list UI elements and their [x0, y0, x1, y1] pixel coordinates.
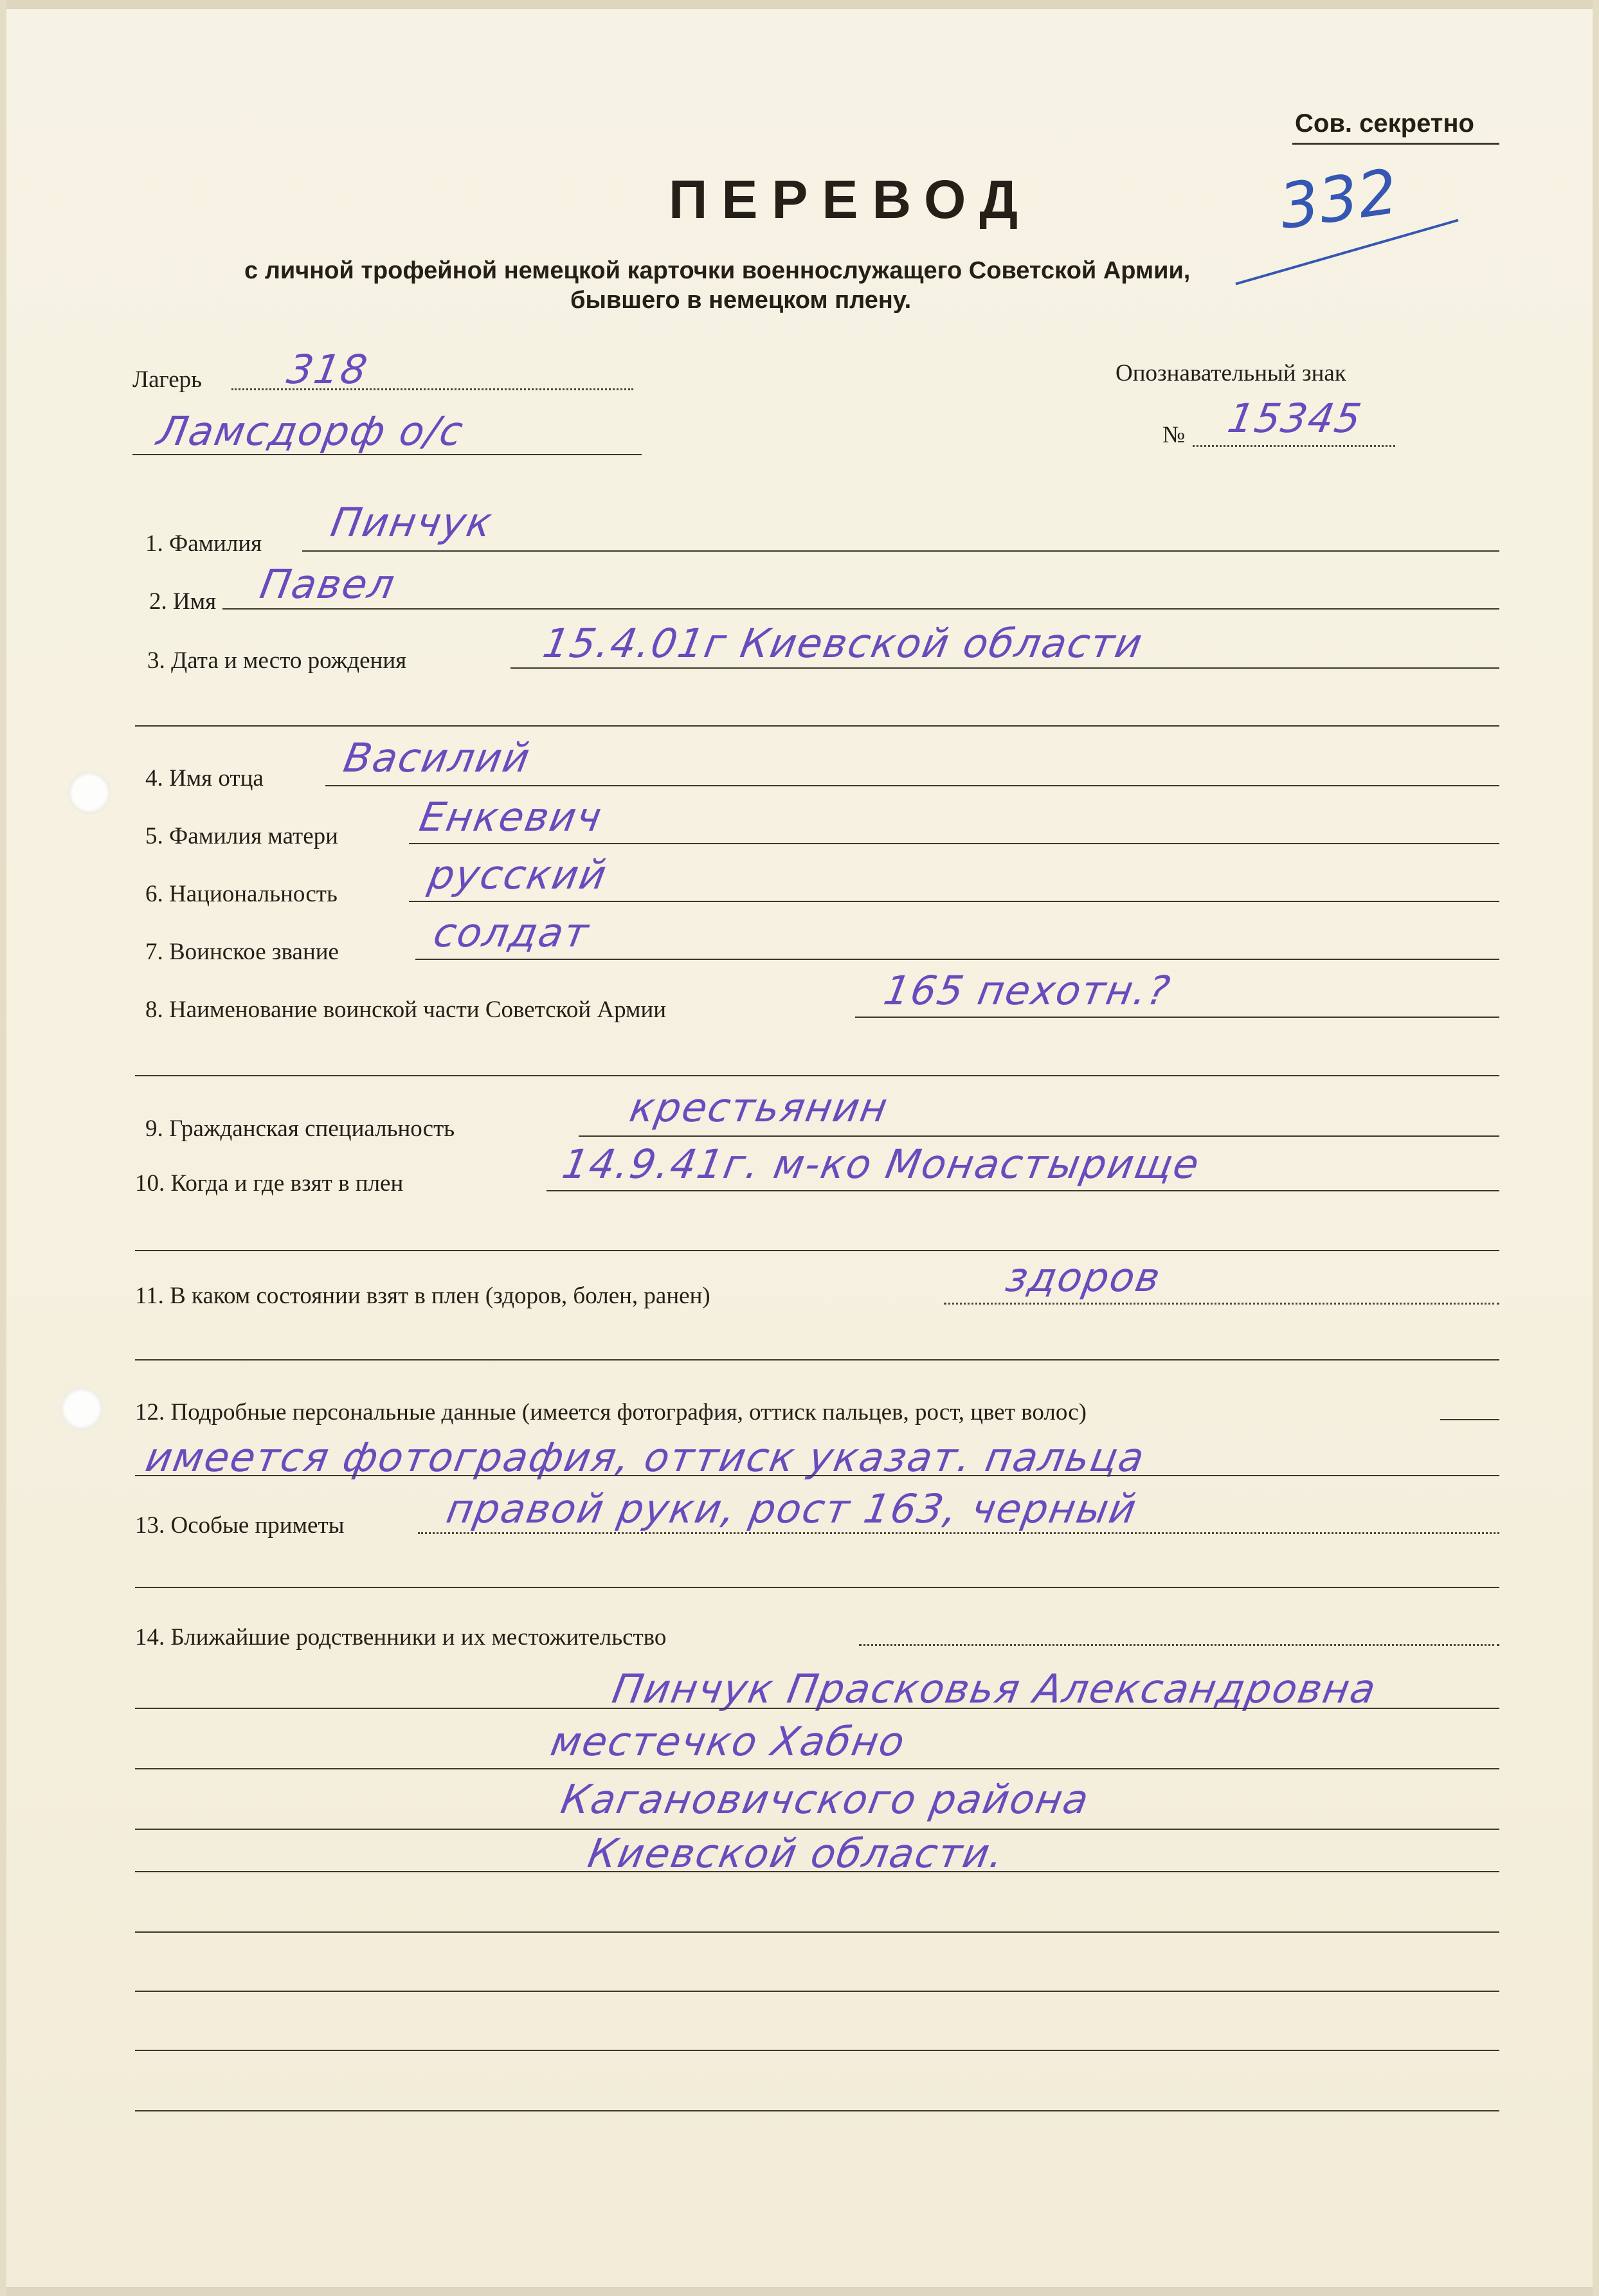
field-condition-label: 11. В каком состоянии взят в плен (здоров, болен, ранен) [135, 1283, 710, 1309]
field-details-value: имеется фотография, оттиск указат. пальца [142, 1434, 1149, 1481]
field-rank-value: солдат [430, 909, 593, 956]
field-capture-value: 14.9.41г. м-ко Монастырище [559, 1141, 1204, 1188]
archive-number: 332 [1275, 155, 1402, 244]
field-marks-extra-line [135, 1587, 1499, 1588]
field-unit-value: 165 пехотн.? [880, 967, 1175, 1014]
punch-hole-lower [60, 1388, 103, 1430]
field-marks-line [418, 1532, 1499, 1534]
field-relatives-label: 14. Ближайшие родственники и их местожительство [135, 1624, 667, 1650]
camp-label: Лагерь [132, 366, 203, 393]
field-condition-value: здоров [1002, 1254, 1165, 1301]
field-mother-label: 5. Фамилия матери [145, 823, 338, 849]
field-unit-line [855, 1017, 1499, 1018]
field-capture-line [547, 1190, 1499, 1191]
field-surname-value: Пинчук [327, 499, 497, 546]
field-marks-value: правой руки, рост 163, черный [443, 1485, 1141, 1532]
field-relatives-line [859, 1644, 1499, 1646]
field-details-extra-line [135, 1475, 1499, 1476]
bottom-paper-edge [0, 2287, 1599, 2296]
field-rank-line [415, 959, 1499, 960]
relatives-ruled-line-4 [135, 1871, 1499, 1872]
field-surname-line [302, 550, 1499, 552]
field-mother-line [409, 843, 1499, 844]
relatives-ruled-line-5 [135, 1931, 1499, 1933]
field-profession-label: 9. Гражданская специальность [145, 1116, 455, 1142]
field-nationality-line [409, 901, 1499, 902]
field-name-line [222, 608, 1499, 610]
field-condition-extra-line [135, 1359, 1499, 1360]
relatives-ruled-line-7 [135, 2050, 1499, 2051]
field-unit-label: 8. Наименование воинской части Советской Армии [145, 997, 667, 1023]
relatives-ruled-line-2 [135, 1768, 1499, 1769]
relatives-ruled-line-6 [135, 1991, 1499, 1992]
id-tag-value-line [1193, 445, 1395, 447]
field-birth-label: 3. Дата и место рождения [147, 647, 407, 674]
subtitle-line-2: бывшего в немецком плену. [570, 287, 912, 314]
relatives-line-1: Пинчук Прасковья Александровна [609, 1665, 1380, 1712]
field-capture-label: 10. Когда и где взят в плен [135, 1170, 404, 1197]
field-condition-line [944, 1303, 1499, 1305]
field-nationality-label: 6. Национальность [145, 881, 338, 907]
stamp-underline [1292, 143, 1499, 145]
field-rank-label: 7. Воинское звание [145, 939, 339, 965]
field-father-label: 4. Имя отца [145, 765, 264, 791]
field-marks-label: 13. Особые приметы [135, 1512, 345, 1539]
field-profession-line [579, 1135, 1499, 1137]
relatives-line-2: местечко Хабно [547, 1718, 910, 1765]
id-tag-label: Опознавательный знак [1116, 360, 1346, 386]
top-paper-edge [0, 0, 1599, 9]
relatives-ruled-line-8 [135, 2110, 1499, 2111]
id-tag-number-sign: № [1162, 422, 1186, 448]
camp-value: 318 [284, 346, 372, 393]
field-name-value: Павел [257, 561, 399, 608]
secrecy-stamp: Сов. секретно [1295, 109, 1474, 138]
field-details-label: 12. Подробные персональные данные (имеется фотография, оттиск пальцев, рост, цвет волос) [135, 1399, 1087, 1425]
page-title: ПЕРЕВОД [669, 169, 1033, 230]
field-name-label: 2. Имя [149, 588, 217, 615]
camp-place: Ламсдорф о/с [154, 408, 468, 455]
field-birth-value: 15.4.01г Киевской области [539, 620, 1147, 667]
relatives-ruled-line-1 [135, 1708, 1499, 1709]
field-father-value: Василий [340, 734, 535, 781]
field-details-line [1440, 1419, 1499, 1420]
field-father-line [325, 785, 1499, 786]
field-unit-extra-line [135, 1075, 1499, 1076]
field-surname-label: 1. Фамилия [145, 530, 262, 557]
subtitle-line-1: с личной трофейной немецкой карточки военнослужащего Советской Армии, [244, 257, 1191, 284]
punch-hole-upper [68, 772, 111, 814]
camp-place-line [132, 454, 642, 455]
id-tag-value: 15345 [1224, 395, 1366, 442]
field-birth-extra-line [135, 725, 1499, 727]
relatives-line-3: Кагановичского района [557, 1776, 1094, 1823]
field-capture-extra-line [135, 1250, 1499, 1251]
field-profession-value: крестьянин [626, 1084, 892, 1131]
left-paper-edge [0, 0, 6, 2296]
right-paper-edge [1593, 0, 1599, 2296]
field-mother-value: Енкевич [416, 793, 606, 840]
relatives-line-4: Киевской области. [584, 1830, 1009, 1877]
field-nationality-value: русский [425, 851, 611, 898]
field-birth-line [510, 667, 1499, 669]
